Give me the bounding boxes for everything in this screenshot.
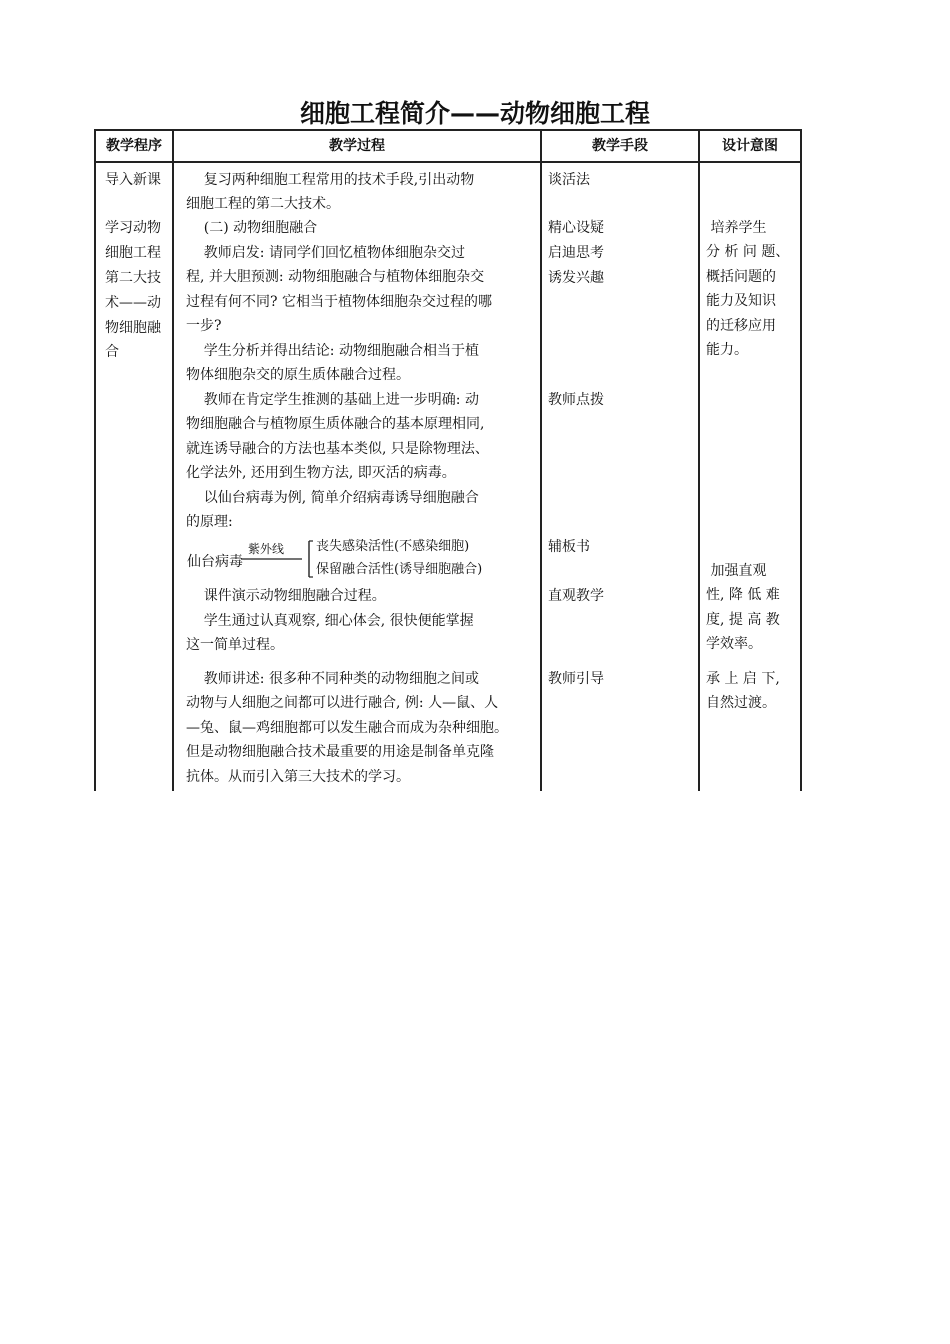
diagram-result-label: 保留融合活性(诱导细胞融合) xyxy=(316,562,483,577)
text-line: 抗体。从而引入第三大技术的学习。 xyxy=(186,768,410,785)
intent-paragraph xyxy=(706,216,798,362)
text-line: 以仙台病毒为例, 简单介绍病毒诱导细胞融合 xyxy=(186,490,479,506)
text-line: 教师在肯定学生推测的基础上进一步明确: 动 xyxy=(186,392,479,408)
column-divider xyxy=(698,131,700,791)
procedure-step: 学习动物 xyxy=(105,220,161,236)
text-line: 复习两种细胞工程常用的技术手段,引出动物 xyxy=(186,172,475,188)
method-item: 教师点拨 xyxy=(548,392,604,408)
method-item: 谈活法 xyxy=(548,172,590,188)
diagram-treatment-label: 紫外线 xyxy=(248,542,285,556)
text-line: 这一简单过程。 xyxy=(186,637,284,654)
procedure-step: 细胞工程 xyxy=(105,245,161,261)
column-divider xyxy=(172,131,174,791)
intent-paragraph xyxy=(706,667,798,716)
method-item: 教师引导 xyxy=(548,671,604,687)
header-design-intent: 设计意图 xyxy=(722,138,778,154)
lesson-plan-table xyxy=(94,129,802,791)
procedure-step: 物细胞融 xyxy=(105,320,161,336)
text-line: 承 上 启 下, xyxy=(706,671,780,687)
header-teaching-method: 教学手段 xyxy=(592,138,648,154)
method-item: 辅板书 xyxy=(548,539,590,555)
text-line: 自然过渡。 xyxy=(706,695,776,712)
text-line: 学生通过认真观察, 细心体会, 很快便能掌握 xyxy=(186,613,474,629)
method-item: 精心设疑 xyxy=(548,220,604,236)
text-line: 学效率。 xyxy=(706,636,762,653)
process-paragraph xyxy=(186,609,536,658)
method-item: 启迪思考 xyxy=(548,245,604,261)
column-divider xyxy=(540,131,542,791)
text-line: 程, 并大胆预测: 动物细胞融合与植物体细胞杂交 xyxy=(186,269,485,286)
text-line: 培养学生 xyxy=(706,220,767,236)
intent-paragraph xyxy=(706,559,798,657)
text-line: —兔、鼠—鸡细胞都可以发生融合而成为杂种细胞。 xyxy=(186,719,508,736)
text-line: 加强直观 xyxy=(706,563,767,579)
text-line: 物体细胞杂交的原生质体融合过程。 xyxy=(186,367,410,384)
diagram-virus-label: 仙台病毒 xyxy=(187,554,243,570)
method-item: 直观教学 xyxy=(548,588,604,604)
process-paragraph xyxy=(186,339,536,388)
text-line: 分 析 问 题、 xyxy=(706,244,790,261)
text-line: (二) 动物细胞融合 xyxy=(186,220,318,236)
text-line: 物细胞融合与植物原生质体融合的基本原理相同, xyxy=(186,416,485,433)
sendai-virus-diagram xyxy=(186,535,536,581)
process-paragraph xyxy=(186,241,536,339)
text-line: 学生分析并得出结论: 动物细胞融合相当于植 xyxy=(186,343,479,359)
text-line: 教师启发: 请同学们回忆植物体细胞杂交过 xyxy=(186,245,465,261)
text-line: 度, 提 高 教 xyxy=(706,611,780,628)
text-line: 性, 降 低 难 xyxy=(706,587,780,604)
text-line: 能力及知识 xyxy=(706,293,776,310)
text-line: 就连诱导融合的方法也基本类似, 只是除物理法、 xyxy=(186,440,489,457)
procedure-step: 合 xyxy=(105,344,119,360)
page-title: 细胞工程简介——动物细胞工程 xyxy=(299,99,650,128)
process-paragraph xyxy=(186,388,536,486)
text-line: 教师讲述: 很多种不同种类的动物细胞之间或 xyxy=(186,671,479,687)
process-paragraph xyxy=(186,667,536,789)
text-line: 化学法外, 还用到生物方法, 即灭活的病毒。 xyxy=(186,465,456,482)
diagram-result-label: 丧失感染活性(不感染细胞) xyxy=(316,539,470,554)
text-line: 一步? xyxy=(186,318,222,335)
text-line: 细胞工程的第二大技术。 xyxy=(186,196,340,213)
text-line: 动物与人细胞之间都可以进行融合, 例: 人—鼠、人 xyxy=(186,695,499,712)
text-line: 的原理: xyxy=(186,514,233,531)
process-paragraph xyxy=(186,168,536,217)
table-header-row xyxy=(96,131,800,163)
text-line: 过程有何不同? 它相当于植物体细胞杂交过程的哪 xyxy=(186,293,492,310)
header-teaching-process: 教学过程 xyxy=(329,138,385,154)
text-line: 但是动物细胞融合技术最重要的用途是制备单克隆 xyxy=(186,744,494,761)
text-line: 能力。 xyxy=(706,342,748,359)
text-line: 课件演示动物细胞融合过程。 xyxy=(186,588,386,604)
process-paragraph xyxy=(186,584,536,608)
process-paragraph xyxy=(186,486,536,535)
procedure-step: 导入新课 xyxy=(105,172,161,188)
header-teaching-procedure: 教学程序 xyxy=(106,138,162,154)
text-line: 概括问题的 xyxy=(706,268,776,285)
process-paragraph xyxy=(186,216,536,240)
procedure-step: 术——动 xyxy=(105,295,161,311)
method-item: 诱发兴趣 xyxy=(548,270,604,286)
procedure-step: 第二大技 xyxy=(105,270,161,286)
text-line: 的迁移应用 xyxy=(706,317,776,334)
